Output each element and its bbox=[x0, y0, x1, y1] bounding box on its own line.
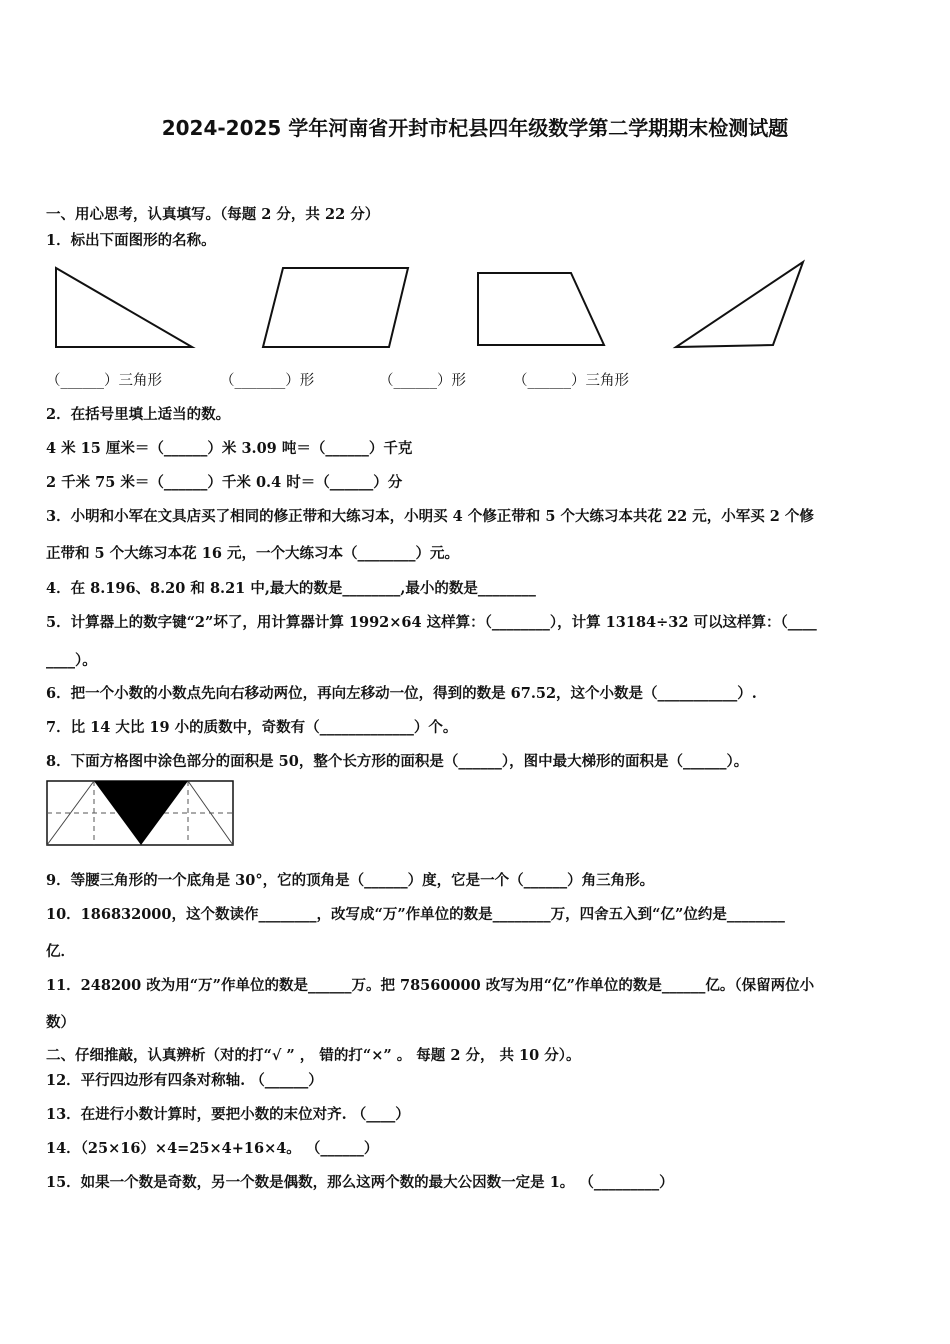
shape-label-1: （______）三角形 bbox=[46, 373, 162, 389]
section-1-heading: 一、用心思考，认真填写。（每题 2 分，共 22 分） bbox=[46, 206, 380, 223]
question-6: 6．把一个小数的小数点先向右移动两位，再向左移动一位，得到的数是 67.52，这个小数是（___________）. bbox=[46, 685, 757, 702]
page-title: 2024-2025 学年河南省开封市杞县四年级数学第二学期期末检测试题 bbox=[161, 116, 789, 140]
question-8: 8．下面方格图中涂色部分的面积是 50，整个长方形的面积是（______），图中最大梯形的面积是（______）。 bbox=[46, 753, 749, 770]
question-12: 12．平行四边形有四条对称轴. （______） bbox=[46, 1072, 323, 1089]
parallelogram-figure bbox=[263, 268, 408, 347]
question-3-line-1: 3．小明和小军在文具店买了相同的修正带和大练习本，小明买 4 个修正带和 5 个大练习本共花 22 元，小军买 2 个修 bbox=[46, 508, 814, 525]
shape-label-3: （______）形 bbox=[379, 373, 466, 389]
question-7: 7．比 14 大比 19 小的质数中，奇数有（_____________）个。 bbox=[46, 719, 458, 736]
question-5-line-1: 5．计算器上的数字键“2”坏了，用计算器计算 1992×64 这样算：（________），计算 13184÷32 可以这样算：（____ bbox=[46, 614, 817, 631]
question-13: 13．在进行小数计算时，要把小数的末位对齐. （____） bbox=[46, 1106, 410, 1123]
question-2: 2．在括号里填上适当的数。 bbox=[46, 406, 231, 423]
section-2-heading: 二、仔细推敲，认真辨析（对的打“√ ” ， 错的打“×” 。 每题 2 分， 共 10 分）。 bbox=[46, 1047, 581, 1064]
question-2-part-b: 2 千米 75 米＝（______）千米 0.4 时＝（______）分 bbox=[46, 474, 403, 491]
question-4: 4．在 8.196、8.20 和 8.21 中,最大的数是________,最小的数是________ bbox=[46, 580, 536, 597]
question-2-part-a: 4 米 15 厘米＝（______）米 3.09 吨＝（______）千克 bbox=[46, 440, 413, 457]
question-10-line-1: 10．186832000，这个数读作________，改写成“万”作单位的数是________万，四舍五入到“亿”位约是________ bbox=[46, 906, 785, 923]
question-15: 15．如果一个数是奇数，另一个数是偶数，那么这两个数的最大公因数一定是 1。 （_________） bbox=[46, 1174, 674, 1191]
grid-figure bbox=[46, 780, 234, 846]
obtuse-triangle-figure bbox=[676, 262, 803, 347]
shape-figures bbox=[46, 258, 826, 356]
trapezoid-figure bbox=[478, 273, 604, 345]
question-14: 14．（25×16）×4=25×4+16×4。 （______） bbox=[46, 1140, 379, 1157]
question-1: 1．标出下面图形的名称。 bbox=[46, 232, 216, 249]
right-triangle-figure bbox=[56, 268, 192, 347]
question-11-line-1: 11．248200 改为用“万”作单位的数是______万。把 78560000 改写为用“亿”作单位的数是______亿。（保留两位小 bbox=[46, 977, 815, 994]
question-11-line-2: 数） bbox=[46, 1014, 75, 1031]
shape-label-2: （_______）形 bbox=[220, 373, 315, 389]
question-5-line-2: ____）。 bbox=[46, 652, 97, 669]
shape-label-4: （______）三角形 bbox=[513, 373, 629, 389]
question-10-line-2: 亿． bbox=[46, 943, 75, 960]
question-9: 9．等腰三角形的一个底角是 30°，它的顶角是（______）度，它是一个（______）角三角形。 bbox=[46, 872, 655, 889]
question-3-line-2: 正带和 5 个大练习本花 16 元，一个大练习本（________）元。 bbox=[46, 545, 459, 562]
